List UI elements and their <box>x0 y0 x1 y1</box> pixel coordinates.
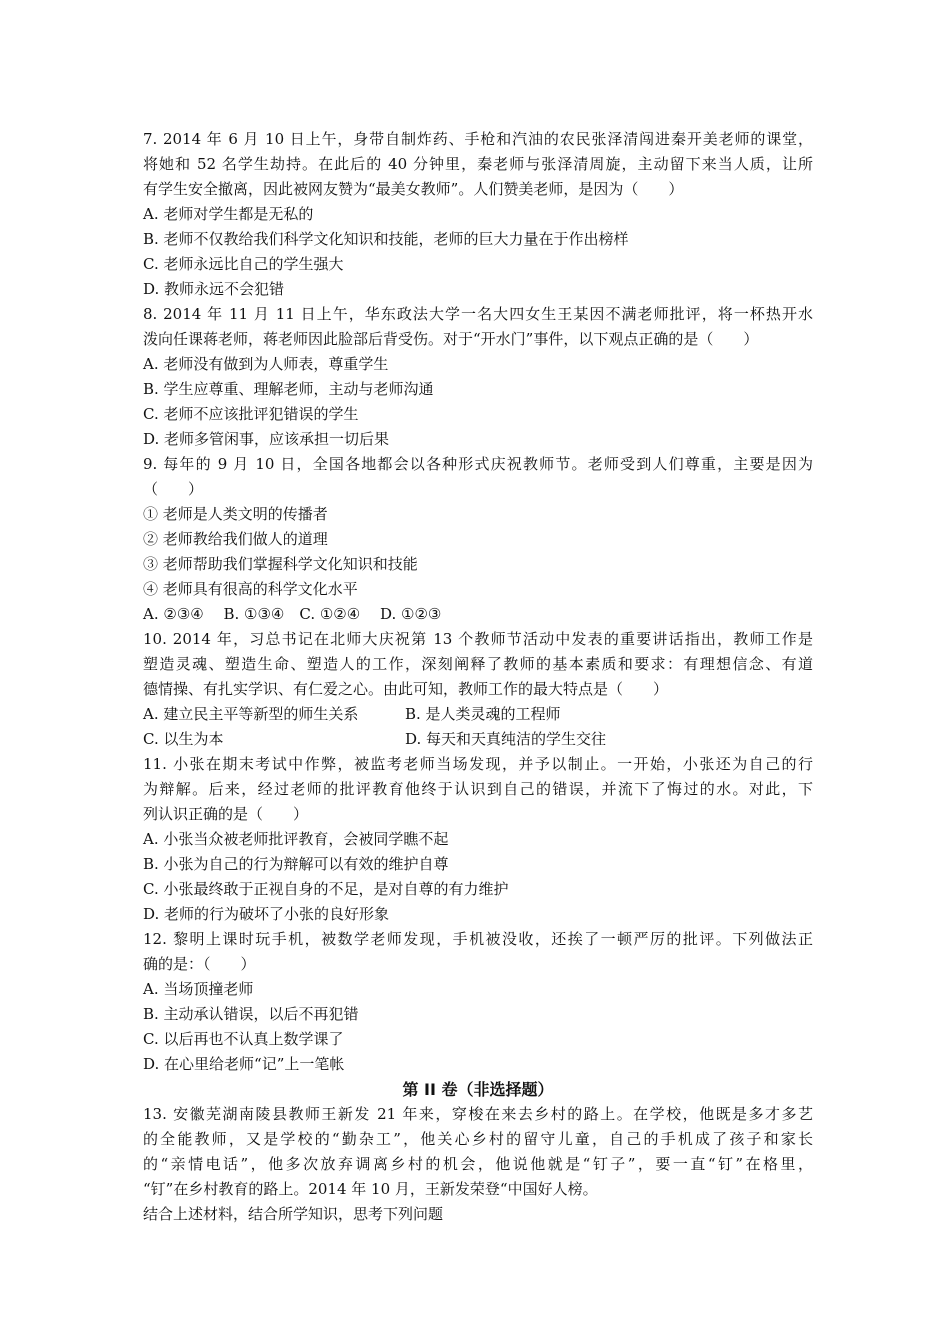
option-d: D. 老师的行为破坏了小张的良好形象 <box>143 905 390 923</box>
question-stem-line: 有学生安全撤离，因此被网友赞为“最美女教师”。人们赞美老师，是因为（ ） <box>143 180 684 198</box>
question-stem-line: 13. 安徽芜湖南陵县教师王新发 21 年来，穿梭在来去乡村的路上。在学校，他既是多才多艺 <box>143 1105 813 1123</box>
option-a: A. 当场顶撞老师 <box>143 980 254 998</box>
option-a: A. 老师没有做到为人师表，尊重学生 <box>143 355 389 373</box>
question-stem-line: 将她和 52 名学生劫持。在此后的 40 分钟里，秦老师与张泽清周旋，主动留下来当人质，让所 <box>143 155 813 173</box>
question-stem-line: 泼向任课蒋老师，蒋老师因此脸部后背受伤。对于“开水门”事件，以下观点正确的是（ ） <box>143 330 759 348</box>
question-content <box>143 127 813 1227</box>
option-c: C. 以生为本 <box>143 730 224 748</box>
question-stem-line: 9. 每年的 9 月 10 日，全国各地都会以各种形式庆祝教师节。老师受到人们尊重，主要是因为 <box>143 455 813 473</box>
option-d: D. 教师永远不会犯错 <box>143 280 285 298</box>
question-stem-line: 8. 2014 年 11 月 11 日上午，华东政法大学一名大四女生王某因不满老师批评，将一杯热开水 <box>143 305 813 323</box>
option-d: D. 每天和天真纯洁的学生交往 <box>405 730 607 748</box>
option-a: A. 建立民主平等新型的师生关系 <box>143 705 359 723</box>
question-stem-line: 11. 小张在期末考试中作弊，被监考老师当场发现，并予以制止。一开始，小张还为自己的行 <box>143 755 813 773</box>
question-9 <box>143 452 813 627</box>
question-stem-line: （ ） <box>143 480 204 498</box>
question-stem-line: 12. 黎明上课时玩手机，被数学老师发现，手机被没收，还挨了一顿严厉的批评。下列做法正 <box>143 930 813 948</box>
option-d: D. 老师多管闲事，应该承担一切后果 <box>143 430 390 448</box>
question-stem-line: 德情操、有扎实学识、有仁爱之心。由此可知，教师工作的最大特点是（ ） <box>143 680 669 698</box>
question-7 <box>143 127 813 302</box>
question-stem-line: 塑造灵魂、塑造生命、塑造人的工作，深刻阐释了教师的基本素质和要求：有理想信念、有道 <box>143 655 813 673</box>
section-title: 第 II 卷（非选择题） <box>402 1080 554 1099</box>
options-row <box>143 702 813 727</box>
statement-item: ② 老师教给我们做人的道理 <box>143 530 328 548</box>
option-c: C. 老师不应该批评犯错误的学生 <box>143 405 359 423</box>
options-row <box>143 727 813 752</box>
option-a: A. 小张当众被老师批评教育，会被同学瞧不起 <box>143 830 449 848</box>
option-c: C. 小张最终敢于正视自身的不足，是对自尊的有力维护 <box>143 880 509 898</box>
answer-options: A. ②③④ B. ①③④ C. ①②④ D. ①②③ <box>143 605 442 623</box>
question-stem-line: 列认识正确的是（ ） <box>143 805 309 823</box>
question-8 <box>143 302 813 452</box>
statement-item: ③ 老师帮助我们掌握科学文化知识和技能 <box>143 555 418 573</box>
question-10 <box>143 627 813 752</box>
option-b: B. 是人类灵魂的工程师 <box>405 705 561 723</box>
question-stem-line: 的全能教师，又是学校的“勤杂工”，他关心乡村的留守儿童，自己的手机成了孩子和家长 <box>143 1130 813 1148</box>
option-b: B. 主动承认错误，以后不再犯错 <box>143 1005 359 1023</box>
option-a: A. 老师对学生都是无私的 <box>143 205 314 223</box>
question-12 <box>143 927 813 1077</box>
statement-item: ④ 老师具有很高的科学文化水平 <box>143 580 358 598</box>
question-stem-line: 为辩解。后来，经过老师的批评教育他终于认识到自己的错误，并流下了悔过的水。对此，下 <box>143 780 813 798</box>
question-prompt: 结合上述材料，结合所学知识，思考下列问题 <box>143 1205 444 1223</box>
option-b: B. 学生应尊重、理解老师，主动与老师沟通 <box>143 380 434 398</box>
option-c: C. 老师永远比自己的学生强大 <box>143 255 344 273</box>
option-b: B. 老师不仅教给我们科学文化知识和技能，老师的巨大力量在于作出榜样 <box>143 230 629 248</box>
option-c: C. 以后再也不认真上数学课了 <box>143 1030 344 1048</box>
question-stem-line: 7. 2014 年 6 月 10 日上午，身带自制炸药、手枪和汽油的农民张泽清闯进秦开美老师的课堂， <box>143 130 813 148</box>
question-13 <box>143 1102 813 1227</box>
question-stem-line: “钉”在乡村教育的路上。2014 年 10 月，王新发荣登“中国好人榜。 <box>143 1180 598 1198</box>
question-stem-line: 10. 2014 年，习总书记在北师大庆祝第 13 个教师节活动中发表的重要讲话指出，教师工作是 <box>143 630 813 648</box>
statement-item: ① 老师是人类文明的传播者 <box>143 505 328 523</box>
question-stem-line: 的“亲情电话”，他多次放弃调离乡村的机会，他说他就是“钉子”，要一直“钉”在格里， <box>143 1155 813 1173</box>
option-b: B. 小张为自己的行为辩解可以有效的维护自尊 <box>143 855 449 873</box>
question-stem-line: 确的是：（ ） <box>143 955 256 973</box>
question-11 <box>143 752 813 927</box>
option-d: D. 在心里给老师“记”上一笔帐 <box>143 1055 345 1073</box>
